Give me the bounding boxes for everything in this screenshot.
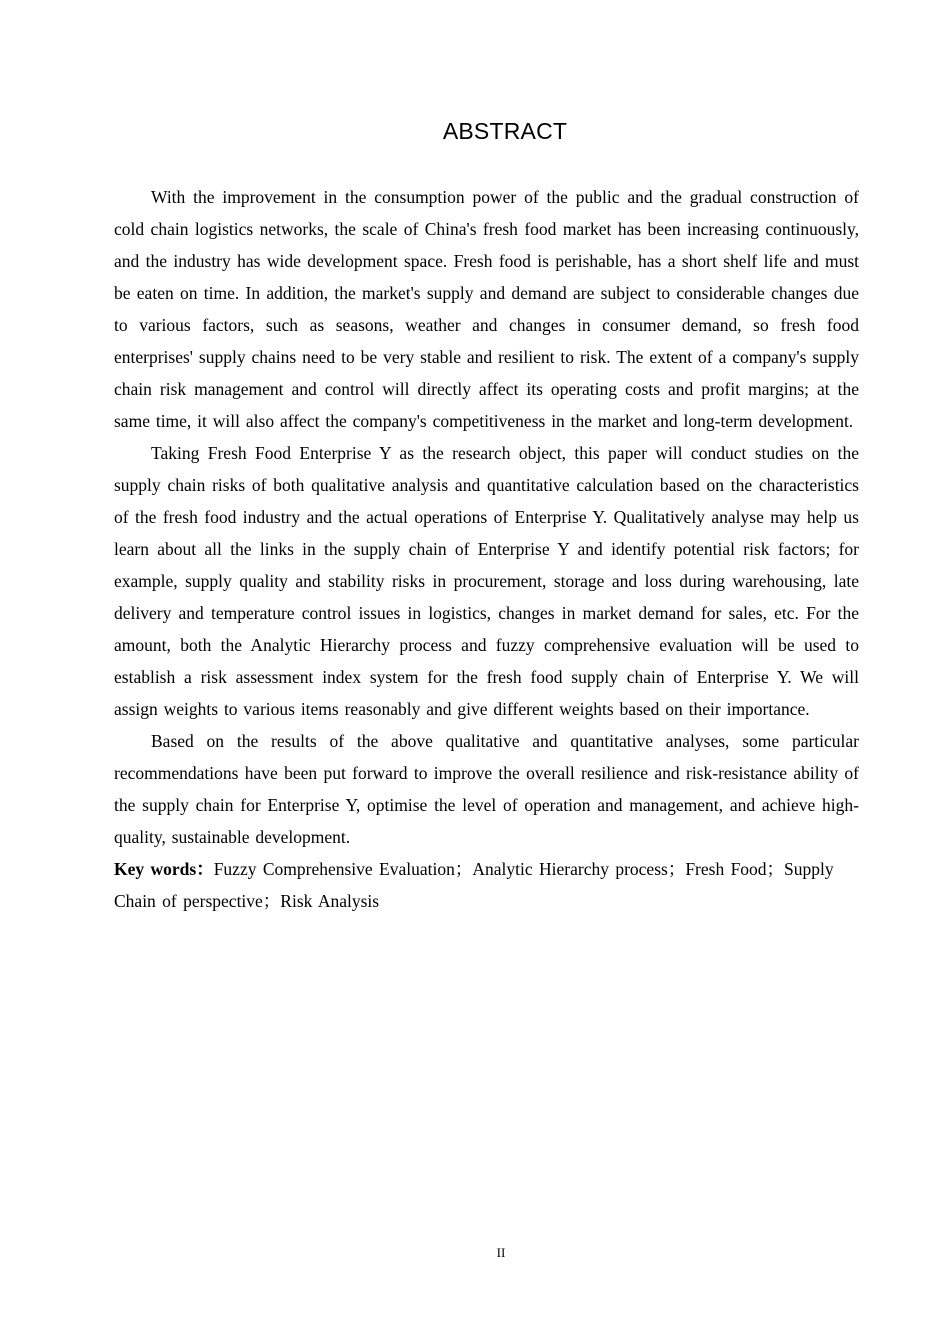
keywords-label: Key words：	[114, 859, 214, 879]
abstract-body	[114, 181, 859, 917]
abstract-paragraph-2: Taking Fresh Food Enterprise Y as the research object, this paper will conduct studies on the supply chain risks of both qualitative analysis and quantitative calculation based on the characteristics of the fresh food industry and the actual operations of Enterprise Y. Qualitatively analyse may help us learn about all the links in the supply chain of Enterprise Y and identify potential risk factors; for example, supply quality and stability risks in procurement, storage and loss during warehousing, late delivery and temperature control issues in logistics, changes in market demand for sales, etc. For the amount, both the Analytic Hierarchy process and fuzzy comprehensive evaluation will be used to establish a risk assessment index system for the fresh food supply chain of Enterprise Y. We will assign weights to various items reasonably and give different weights based on their importance.	[114, 443, 859, 719]
abstract-title: ABSTRACT	[442, 118, 568, 144]
page-number: II	[496, 1245, 506, 1260]
abstract-paragraph-1: With the improvement in the consumption power of the public and the gradual construction of cold chain logistics networks, the scale of China's fresh food market has been increasing continuously, and the industry has wide development space. Fresh food is perishable, has a short shelf life and must be eaten on time. In addition, the market's supply and demand are subject to considerable changes due to various factors, such as seasons, weather and changes in consumer demand, so fresh food enterprises' supply chains need to be very stable and resilient to risk. The extent of a company's supply chain risk management and control will directly affect its operating costs and profit margins; at the same time, it will also affect the company's competitiveness in the market and long-term development.	[114, 187, 859, 431]
keywords-text: Fuzzy Comprehensive Evaluation；Analytic Hierarchy process；Fresh Food；Supply Chain of perspective；Risk Analysis	[114, 859, 834, 911]
keywords-line	[114, 853, 859, 917]
abstract-paragraph-3: Based on the results of the above qualitative and quantitative analyses, some particular recommendations have been put forward to improve the overall resilience and risk-resistance ability of the supply chain for Enterprise Y, optimise the level of operation and management, and achieve high-quality, sustainable development.	[114, 731, 859, 847]
